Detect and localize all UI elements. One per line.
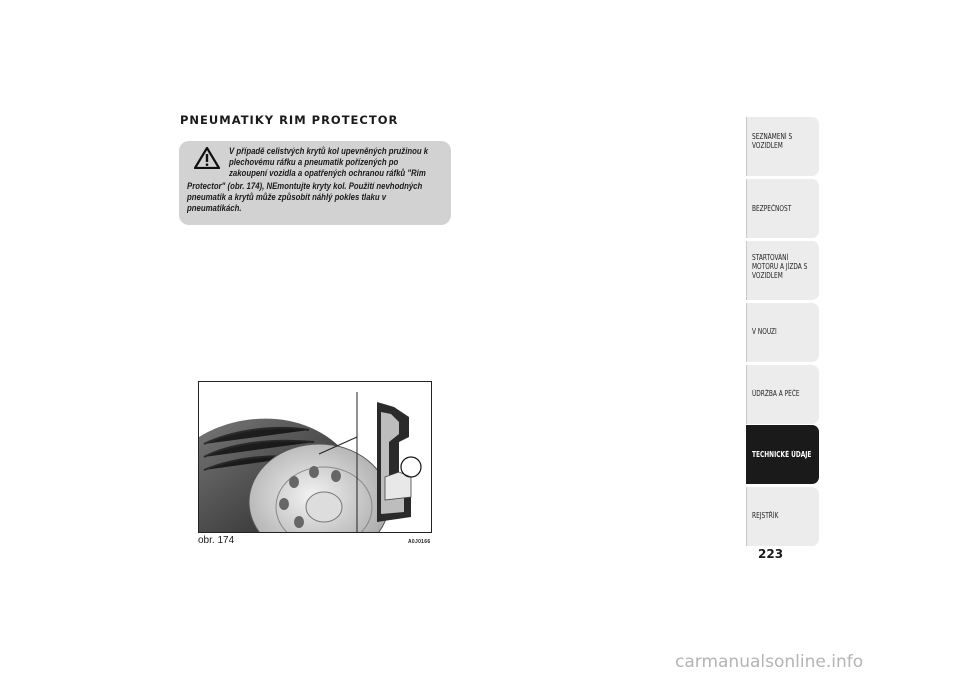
figure-code: A0J0166 (408, 539, 431, 545)
tab-label: ÚDRŽBA A PÉČE (752, 389, 800, 398)
warning-text-line: pneumatik a krytů může způsobit náhlý pokles tlaku v (187, 192, 387, 203)
figure-caption: obr. 174 (198, 535, 235, 546)
warning-text-line: pneumatikách. (187, 203, 242, 214)
tab-technicke-udaje[interactable] (746, 425, 819, 484)
warning-text-line: zakoupení vozidla a opatřených ochranou ráfků "Rim (229, 168, 426, 179)
warning-text-line: Protector" (obr. 174), NEmontujte kryty kol. Použití nevhodných (187, 181, 423, 192)
tire-illustration (199, 382, 431, 532)
tab-udrzba-a-pece[interactable] (746, 365, 819, 424)
page-number: 223 (758, 547, 784, 561)
tab-label: BEZPEČNOST (752, 204, 792, 213)
tab-v-nouzi[interactable] (746, 303, 819, 362)
tab-startovani-motoru[interactable] (746, 241, 819, 300)
tab-rejstrik[interactable] (746, 487, 819, 546)
tab-seznameni-s-vozidlem[interactable] (746, 117, 819, 176)
tab-label: TECHNICKÉ ÚDAJE (752, 450, 812, 459)
warning-triangle-icon (194, 147, 220, 169)
tab-label: SEZNÁMENÍ S VOZIDLEM (752, 132, 793, 150)
tab-label: STARTOVÁNÍ MOTORU A JÍZDA S VOZIDLEM (752, 253, 808, 280)
warning-text-line: V případě celistvých krytů kol upevněných pružinou k (229, 146, 429, 157)
watermark: carmanualsonline.info (675, 652, 864, 672)
tab-label: V NOUZI (752, 327, 777, 336)
warning-text-line: plechovému ráfku a pneumatik pořízených po (229, 157, 399, 168)
tab-bezpecnost[interactable] (746, 179, 819, 238)
figure-tire-rim-protector (198, 381, 432, 533)
tab-label: REJSTŘÍK (752, 511, 779, 520)
section-heading: PNEUMATIKY RIM PROTECTOR (180, 113, 399, 127)
